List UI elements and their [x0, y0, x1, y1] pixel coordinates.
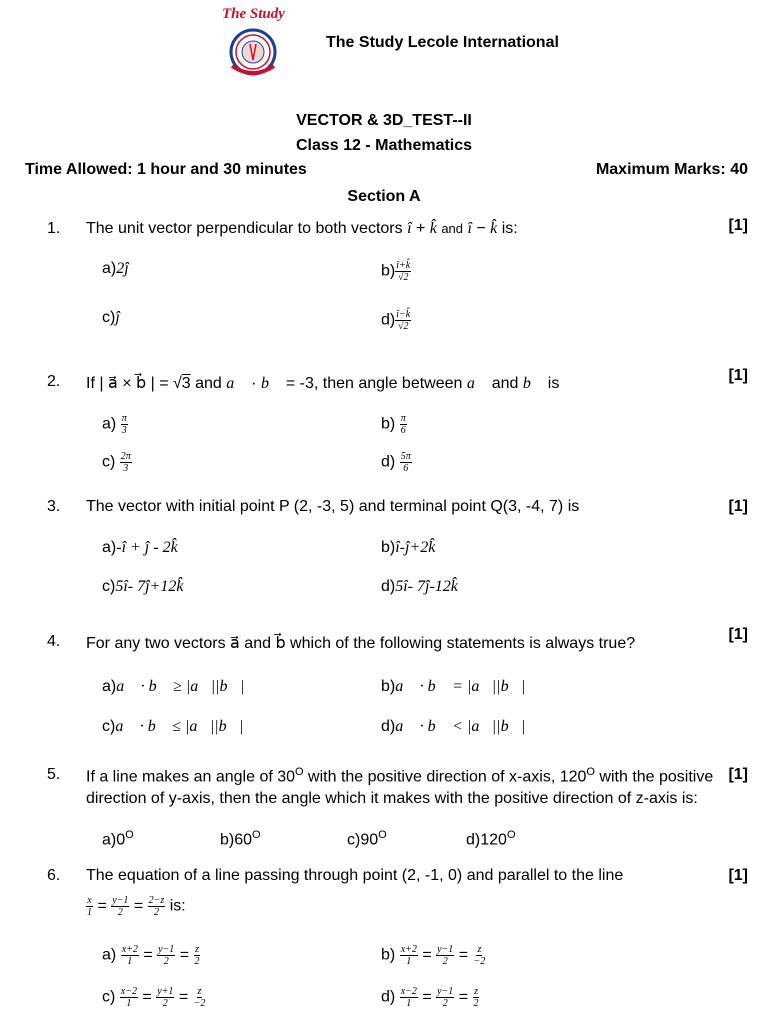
test-title: VECTOR & 3D_TEST--II	[296, 112, 472, 129]
option-a[interactable]: a)-î + ĵ - 2k̂	[102, 539, 178, 556]
question-marks: [1]	[728, 766, 748, 783]
option-c[interactable]: c) $\frac{x-2}{1}$ = $\frac{y+1}{2}$ = $\frac{z}{-2}$	[102, 986, 206, 1009]
question-text: The unit vector perpendicular to both vectors î + k̂ and î − k̂ is:	[86, 220, 518, 237]
section-heading: Section A	[347, 188, 421, 205]
option-b[interactable]: b) $\frac{\pi}{6}$	[381, 413, 406, 436]
option-b[interactable]: b) $\frac{x+2}{1}$ = $\frac{y-1}{2}$ = $\frac{z}{-2}$	[381, 944, 486, 967]
option-b[interactable]: $b)60^O$	[220, 829, 261, 849]
option-a[interactable]: $a)0^O$	[102, 829, 134, 849]
option-b[interactable]: b) $\frac{î+k̂}{√2}$	[381, 260, 411, 283]
option-d[interactable]: d) $\frac{î-k̂}{√2}$	[381, 309, 411, 332]
question-text: If a line makes an angle of $30^O$ with the positive direction of x-axis, $120^O$ with the positive	[86, 766, 714, 786]
option-c[interactable]: c)a⃗ · b⃗ ≤ |a⃗||b⃗|	[102, 718, 244, 735]
option-d[interactable]: d)a⃗ · b⃗ < |a⃗||b⃗|	[381, 718, 526, 735]
option-d[interactable]: d)5î- 7ĵ-12k̂	[381, 578, 458, 595]
option-c[interactable]: $c)90^O$	[347, 829, 387, 849]
option-a[interactable]: a)2ĵ	[102, 260, 129, 277]
question-number: 1.	[47, 220, 61, 237]
class-subject: Class 12 - Mathematics	[295, 137, 473, 154]
question-number: 4.	[47, 633, 61, 650]
question-number: 3.	[47, 498, 61, 515]
question-marks: [1]	[728, 626, 748, 643]
question-number: 6.	[47, 867, 61, 884]
option-d[interactable]: d) $\frac{5\pi}{6}$	[381, 451, 411, 474]
option-c[interactable]: c)5î- 7ĵ+12k̂	[102, 578, 184, 595]
option-d[interactable]: $d)120^O$	[466, 829, 516, 849]
logo-text: The Study	[222, 6, 285, 22]
question-text: The vector with initial point P (2, -3, 5) and terminal point Q(3, -4, 7) is	[86, 498, 580, 515]
question-marks: [1]	[728, 867, 748, 884]
question-text-line2: direction of y-axis, then the angle which it makes with the positive direction of z-axis is:	[86, 790, 698, 807]
option-c[interactable]: c)ĵ	[102, 309, 120, 326]
option-b[interactable]: b)î-ĵ+2k̂	[381, 539, 436, 556]
school-crest-icon	[226, 26, 280, 80]
option-a[interactable]: a) $\frac{x+2}{1}$ = $\frac{y-1}{2}$ = $\frac{z}{2}$	[102, 944, 200, 967]
option-d[interactable]: d) $\frac{x-2}{1}$ = $\frac{y-1}{2}$ = $\frac{z}{2}$	[381, 986, 479, 1009]
question-text: If | a⃗ × b⃗ | = √3 and a⃗ · b⃗ = -3, then angle between a⃗ and b⃗ is	[86, 375, 560, 392]
maximum-marks: Maximum Marks: 40	[595, 161, 748, 178]
option-a[interactable]: a) $\frac{\pi}{3}$	[102, 413, 127, 436]
question-text: For any two vectors a⃗ and b⃗ which of the following statements is always true?	[86, 635, 636, 652]
question-text: The equation of a line passing through point (2, -1, 0) and parallel to the line	[86, 867, 624, 884]
question-marks: [1]	[728, 217, 748, 234]
question-equation: $\frac{x}{1}$ = $\frac{y-1}{2}$ = $\frac{2-z}{2}$ is:	[87, 895, 186, 918]
question-marks: [1]	[728, 498, 748, 515]
option-b[interactable]: b)a⃗ · b⃗ = |a⃗||b⃗|	[381, 678, 526, 695]
option-a[interactable]: a)a⃗ · b⃗ ≥ |a⃗||b⃗|	[102, 678, 245, 695]
question-marks: [1]	[728, 367, 748, 384]
school-name: The Study Lecole International	[326, 34, 559, 51]
option-c[interactable]: c) $\frac{2\pi}{3}$	[102, 451, 131, 474]
question-number: 2.	[47, 373, 61, 390]
question-number: 5.	[47, 766, 61, 783]
time-allowed: Time Allowed: 1 hour and 30 minutes	[25, 161, 307, 178]
